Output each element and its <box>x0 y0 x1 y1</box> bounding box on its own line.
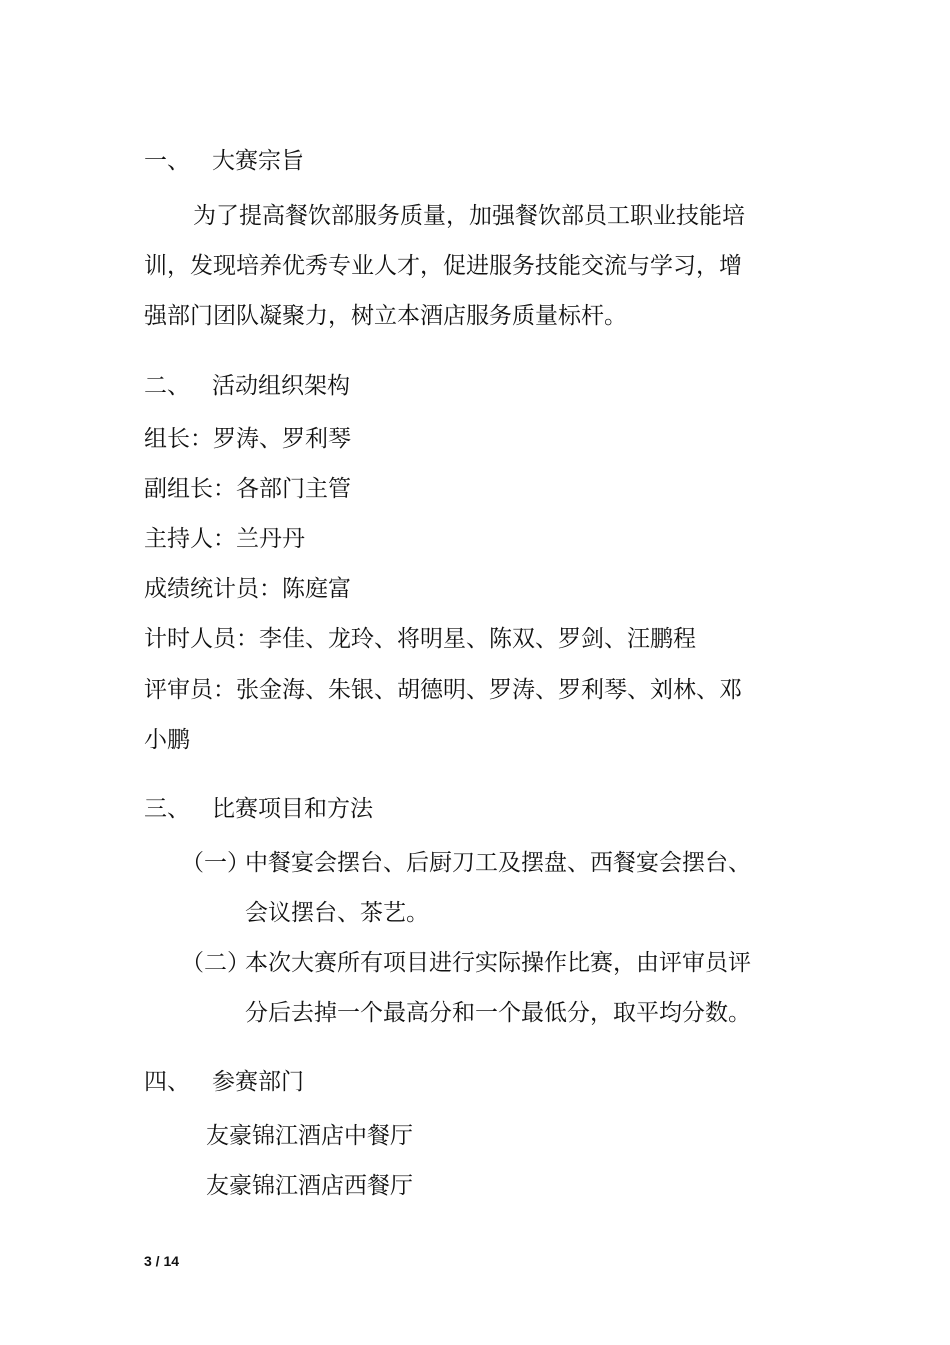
page-number: 3 / 14 <box>144 1253 180 1269</box>
department-item: 友豪锦江酒店中餐厅 <box>206 1123 413 1149</box>
method-line: 中餐宴会摆台、后厨刀工及摆盘、西餐宴会摆台、 <box>245 850 751 876</box>
method-line: 会议摆台、茶艺。 <box>245 900 429 926</box>
section-number: 二、 <box>144 373 190 399</box>
org-line: 组长：罗涛、罗利琴 <box>144 426 351 452</box>
section-number: 三、 <box>144 796 190 822</box>
section-number: 四、 <box>144 1069 190 1095</box>
org-line: 副组长：各部门主管 <box>144 476 351 502</box>
paragraph-line: 训，发现培养优秀专业人才，促进服务技能交流与学习，增 <box>144 253 742 279</box>
section-title: 大赛宗旨 <box>212 148 304 174</box>
method-mark: （二） <box>181 950 250 976</box>
org-line: 主持人：兰丹丹 <box>144 526 305 552</box>
org-line: 评审员：张金海、朱银、胡德明、罗涛、罗利琴、刘林、邓 <box>144 677 742 703</box>
section-title: 比赛项目和方法 <box>212 796 373 822</box>
method-line: 分后去掉一个最高分和一个最低分，取平均分数。 <box>245 1000 751 1026</box>
paragraph-line: 强部门团队凝聚力，树立本酒店服务质量标杆。 <box>144 303 627 329</box>
method-line: 本次大赛所有项目进行实际操作比赛，由评审员评 <box>245 950 751 976</box>
org-line: 小鹏 <box>144 727 190 753</box>
method-mark: （一） <box>181 850 250 876</box>
paragraph-line: 为了提高餐饮部服务质量，加强餐饮部员工职业技能培 <box>193 203 745 229</box>
department-item: 友豪锦江酒店西餐厅 <box>206 1173 413 1199</box>
section-title: 活动组织架构 <box>212 373 350 399</box>
org-line: 成绩统计员：陈庭富 <box>144 576 351 602</box>
section-title: 参赛部门 <box>212 1069 304 1095</box>
org-line: 计时人员：李佳、龙玲、将明星、陈双、罗剑、汪鹏程 <box>144 626 696 652</box>
section-number: 一、 <box>144 148 190 174</box>
